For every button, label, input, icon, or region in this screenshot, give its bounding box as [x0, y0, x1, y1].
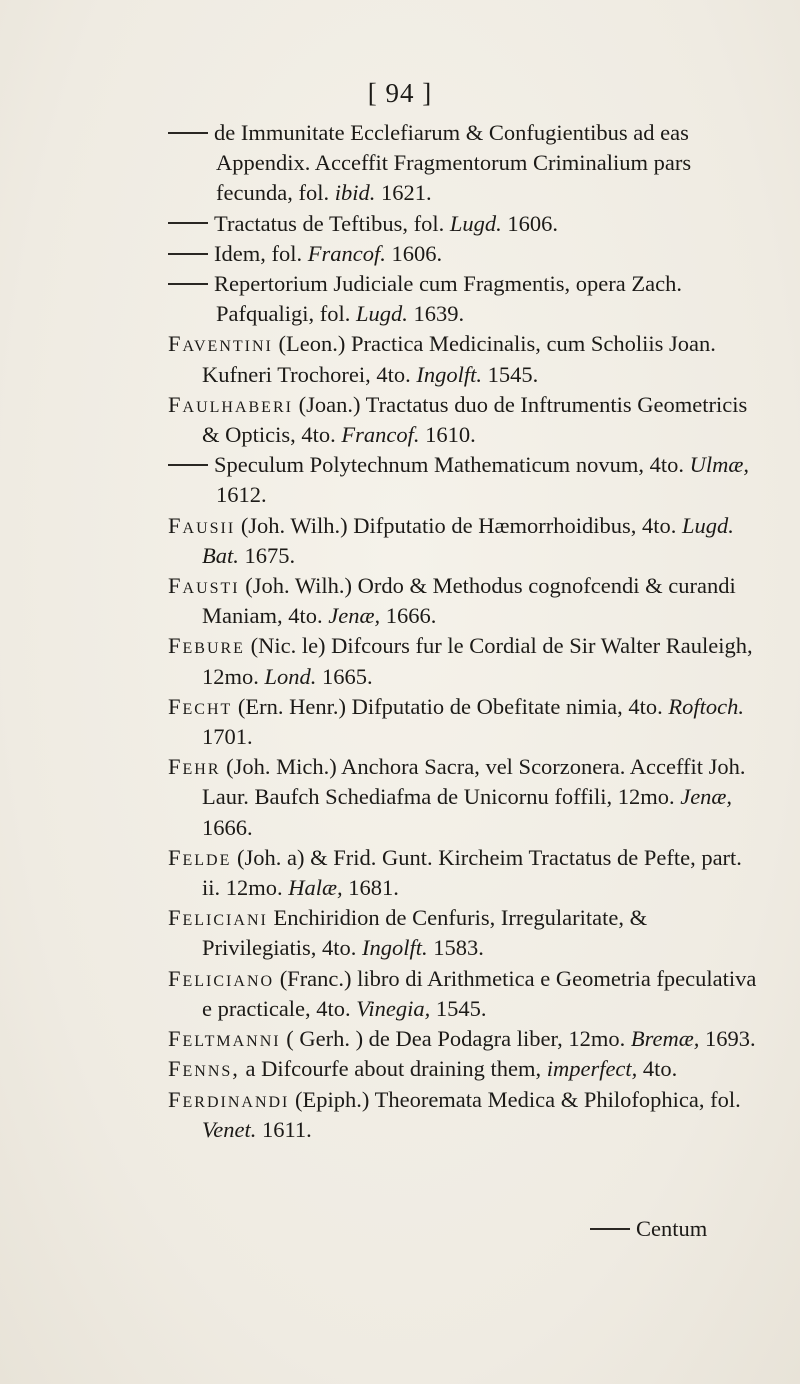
author-name: Fenns, [168, 1056, 240, 1082]
page-number: [ 94 ] [367, 78, 433, 108]
catalogue-entries [168, 118, 758, 1145]
catalogue-entry: Fausii (Joh. Wilh.) Difputatio de Hæmorrhoidibus, 4to. Lugd. Bat. 1675. [168, 512, 734, 568]
catalogue-entry: Faventini (Leon.) Practica Medicinalis, cum Scholiis Joan. Kufneri Trochorei, 4to. Ingolft. 1545. [168, 331, 716, 387]
author-name: Feltmanni [168, 1026, 281, 1052]
author-name: Feliciani [168, 905, 268, 931]
catalogue-entry: de Immunitate Ecclefiarum & Confugientibus ad eas Appendix. Acceffit Fragmentorum Criminalium pars fecunda, fol. ibid. 1621. [168, 118, 758, 209]
catalogue-entry: Febure (Nic. le) Difcours fur le Cordial de Sir Walter Rauleigh, 12mo. Lond. 1665. [168, 633, 753, 689]
catalogue-entry: Idem, fol. Francof. 1606. [168, 239, 758, 269]
ditto-dash [168, 464, 208, 466]
author-name: Ferdinandi [168, 1086, 290, 1112]
author-name: Fehr [168, 754, 221, 780]
catalogue-entry: Speculum Polytechnum Mathematicum novum, 4to. Ulmæ, 1612. [168, 450, 758, 510]
catalogue-entry: Feliciani Enchiridion de Cenfuris, Irregularitate, & Privilegiatis, 4to. Ingolft. 1583. [168, 905, 648, 961]
ditto-dash [168, 222, 208, 224]
catalogue-entry: Repertorium Judiciale cum Fragmentis, opera Zach. Pafqualigi, fol. Lugd. 1639. [168, 269, 758, 329]
author-name: Febure [168, 633, 245, 659]
catalogue-entry: Feltmanni ( Gerh. ) de Dea Podagra liber, 12mo. Bremæ, 1693. [168, 1026, 756, 1052]
author-name: Feliciano [168, 965, 275, 991]
catalogue-entry: Felde (Joh. a) & Frid. Gunt. Kircheim Tractatus de Pefte, part. ii. 12mo. Halæ, 1681. [168, 844, 742, 901]
author-name: Fecht [168, 693, 233, 719]
catalogue-entry: Ferdinandi (Epiph.) Theoremata Medica & Philofophica, fol. Venet. 1611. [168, 1086, 741, 1142]
ditto-dash [168, 253, 208, 255]
catalogue-entry: Feliciano (Franc.) libro di Arithmetica e Geometria fpeculativa e practicale, 4to. Vinegia, 1545. [168, 965, 757, 1021]
author-name: Felde [168, 844, 232, 870]
ditto-dash [590, 1228, 630, 1230]
catalogue-entry: Fenns, a Difcourfe about draining them, imperfect, 4to. [168, 1056, 678, 1082]
author-name: Faventini [168, 331, 273, 357]
catalogue-entry: Tractatus de Teftibus, fol. Lugd. 1606. [168, 209, 758, 239]
catalogue-entry: Fehr (Joh. Mich.) Anchora Sacra, vel Scorzonera. Acceffit Joh. Laur. Baufch Schediafma de Unicornu foffili, 12mo. Jenæ, 1666. [168, 754, 746, 840]
author-name: Fausii [168, 512, 236, 538]
author-name: Faulhaberi [168, 391, 293, 417]
ditto-dash [168, 132, 208, 134]
catalogue-entry: Faulhaberi (Joan.) Tractatus duo de Inftrumentis Geometricis & Opticis, 4to. Francof. 1610. [168, 391, 748, 448]
ditto-dash [168, 283, 208, 285]
catalogue-entry: Fecht (Ern. Henr.) Difputatio de Obefitate nimia, 4to. Roftoch. 1701. [168, 693, 745, 750]
catchword: Centum [590, 1216, 707, 1242]
catalogue-entry: Fausti (Joh. Wilh.) Ordo & Methodus cognofcendi & curandi Maniam, 4to. Jenæ, 1666. [168, 573, 736, 629]
author-name: Fausti [168, 573, 240, 599]
